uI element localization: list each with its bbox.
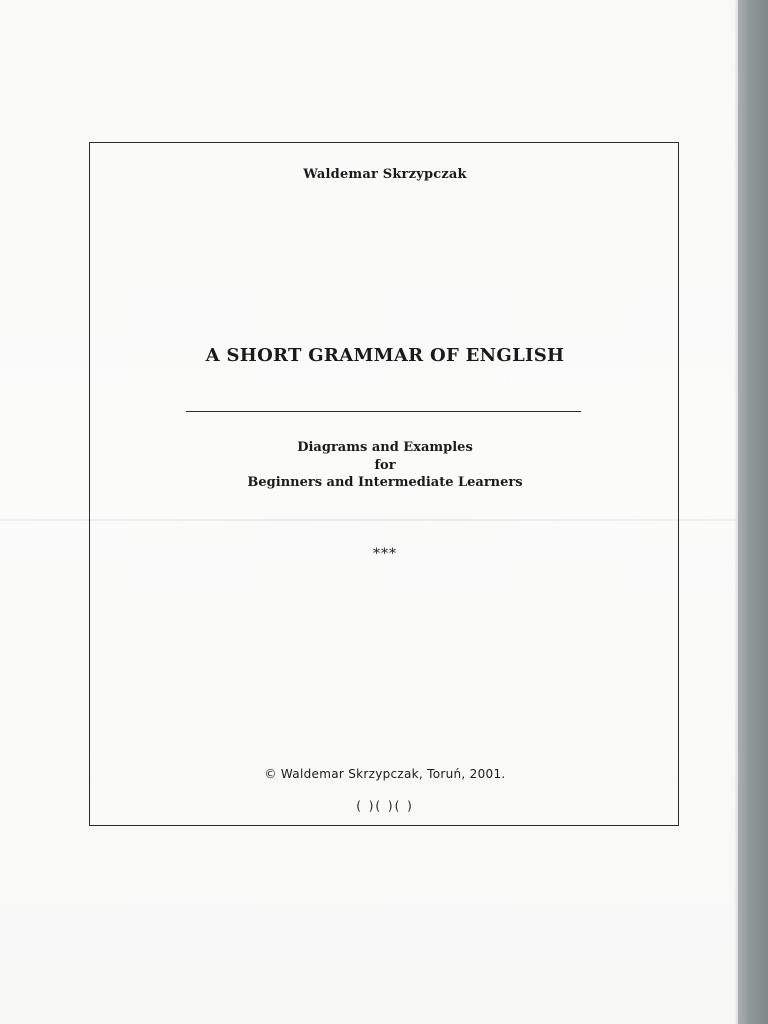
author-name: Waldemar Skrzypczak <box>303 167 467 182</box>
subtitle-line-2: for <box>374 457 396 473</box>
copyright-line: © Waldemar Skrzypczak, Toruń, 2001. <box>264 767 506 781</box>
separator-stars: *** <box>373 546 397 562</box>
subtitle <box>90 439 680 492</box>
scanner-edge <box>738 0 768 1024</box>
subtitle-line-3: Beginners and Intermediate Learners <box>247 475 523 490</box>
title-rule <box>186 411 581 412</box>
book-title: A SHORT GRAMMAR OF ENGLISH <box>205 345 565 366</box>
title-frame <box>89 142 679 826</box>
subtitle-line-1: Diagrams and Examples <box>297 440 473 455</box>
publisher-mark: ( )( )( ) <box>356 799 414 813</box>
